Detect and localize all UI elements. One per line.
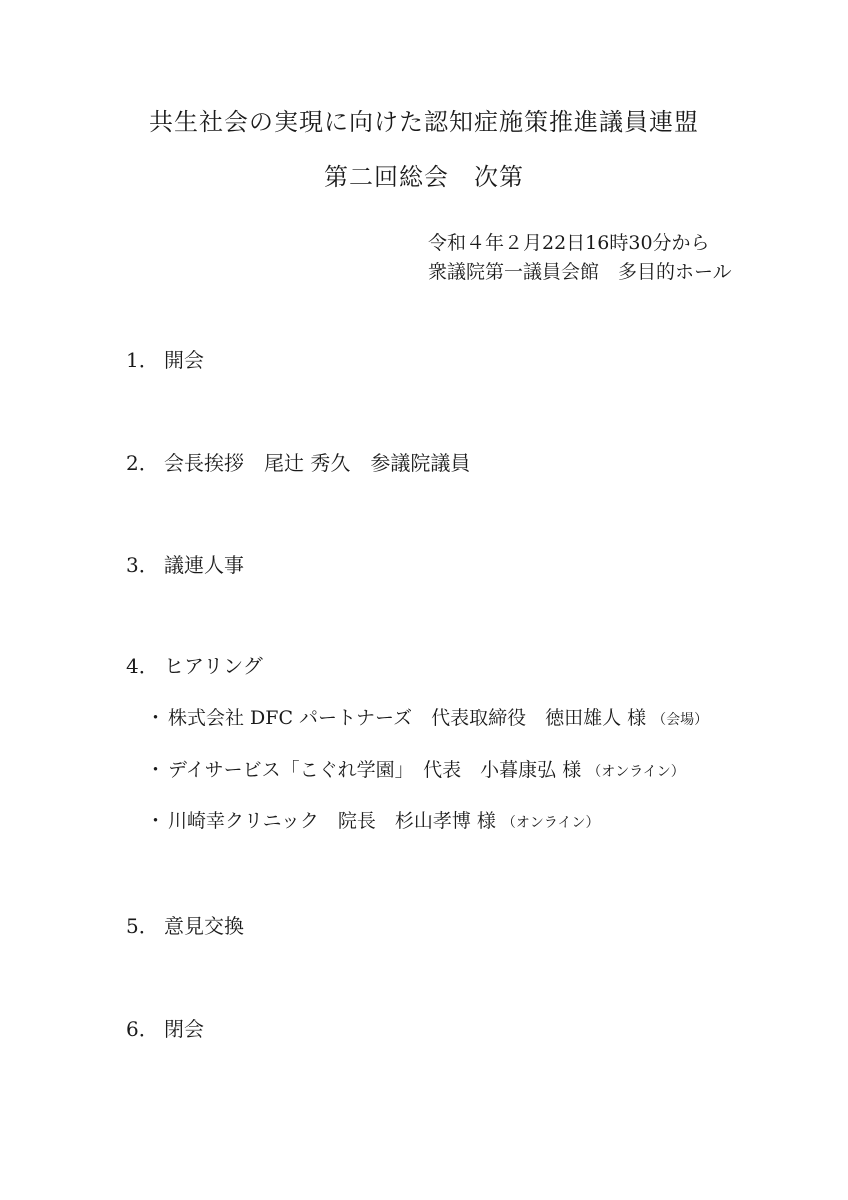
agenda-item-text: 開会 [164, 348, 204, 372]
agenda-item-text: 閉会 [164, 1017, 204, 1041]
agenda-item-number: 1． [126, 348, 159, 372]
agenda-item-number: 4． [126, 654, 159, 678]
agenda-item-3 [126, 549, 244, 578]
agenda-item-4 [126, 650, 263, 679]
attendance-note: （オンライン） [501, 815, 600, 831]
speaker-text: デイサービス「こぐれ学園」 代表 小暮康弘 様 [168, 759, 582, 781]
agenda-item-number: 5． [126, 914, 159, 938]
document-title: 共生社会の実現に向けた認知症施策推進議員連盟 [149, 108, 699, 136]
agenda-item-6 [126, 1013, 204, 1042]
agenda-item-number: 6． [126, 1017, 159, 1041]
list-bullet: ・ [146, 759, 166, 781]
speaker-text: 株式会社 DFC パートナーズ 代表取締役 徳田雄人 様 [168, 707, 647, 729]
hearing-speaker-3 [146, 806, 600, 833]
list-bullet: ・ [146, 707, 166, 729]
hearing-speaker-1 [146, 703, 708, 730]
agenda-item-text: ヒアリング [164, 654, 263, 678]
hearing-speaker-2 [146, 755, 685, 782]
agenda-item-text: 意見交換 [164, 914, 244, 938]
agenda-item-2 [126, 447, 470, 476]
agenda-item-number: 2． [126, 451, 159, 475]
attendance-note: （オンライン） [587, 764, 685, 780]
agenda-item-text: 議連人事 [164, 553, 244, 577]
speaker-text: 川崎幸クリニック 院長 杉山孝博 様 [168, 810, 496, 832]
attendance-note: （会場） [652, 712, 709, 728]
meeting-venue: 衆議院第一議員会館 多目的ホール [428, 261, 732, 283]
agenda-item-text: 会長挨拶 尾辻 秀久 参議院議員 [164, 451, 471, 475]
list-bullet: ・ [146, 810, 166, 832]
document-subtitle: 第二回総会 次第 [324, 163, 524, 191]
meeting-date: 令和４年２月22日16時30分から [428, 232, 710, 254]
agenda-item-number: 3． [126, 553, 159, 577]
agenda-item-5 [126, 910, 244, 939]
agenda-item-1 [126, 344, 204, 373]
